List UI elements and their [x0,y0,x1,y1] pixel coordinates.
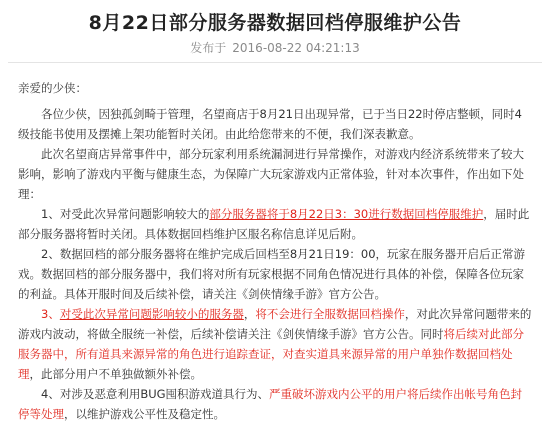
item2-text-c: 官方公告。 [328,287,386,301]
item1-text-a: 1、对受此次异常问题影响较大的 [41,207,210,221]
publish-label: 发布于 [190,41,227,55]
item3-text-g: ，此部分用户不单独做额外补偿。 [29,367,202,381]
item3-text-e: ，对此次异常问题带来的游戏内波动，将做全服统一补偿，后续补偿请关注《剑侠情缘手游》官方公告。同时 [18,307,532,341]
publish-info [0,40,550,56]
item4-text-c: ，以维护游戏公平性及稳定性。 [64,407,225,421]
page-title: 8月22日部分服务器数据回档停服维护公告 [88,12,462,34]
item3-highlight-c: 将后续对此部分服务器中，所有道具来源异常的角色进行追踪查证，对查实道具来源异常的用户单独作数据回档处理 [18,327,524,381]
item4-text-a: 4、对涉及恶意利用BUG囤积游戏道具行为、 [41,387,270,401]
item1-text-c: ，届时此部分服务器将暂时关闭。具体数据回档维护区服名称信息详见后附。 [18,207,530,241]
list-item-1 [18,204,532,244]
item4-highlight: 严重破坏游戏内公平的用户将后续作出帐号角色封停等处理 [18,387,523,421]
item3-number: 3、 [41,307,60,321]
item3-comma: ， [243,307,256,321]
paragraph-handling: 此次名望商店异常事件中，部分玩家利用系统漏洞进行异常操作，对游戏内经济系统带来了较大影响，影响了游戏内平衡与健康生态，为保障广大玩家游戏内正常体验，针对本次事件，作出如下处理： [18,147,524,201]
game-name: 《剑侠情缘手游》 [236,287,329,301]
item3-highlight-b: 将不会进行全服数据回档操作 [255,307,405,321]
item3-highlight-a: 对受此次异常问题影响较小的服务器 [59,307,244,321]
paragraph-intro: 各位少侠，因独孤剑畸于管理，名望商店于8月21日出现异常，已于当日22时停店整顿，同时4级技能书使用及摆摊上架功能暂时关闭。由此给您带来的不便，我们深表歉意。 [18,107,522,141]
item2-text-a: 2、数据回档的部分服务器将在维护完成后回档至8月21日19：00，玩家在服务器开启后正常游戏。数据回档的部分服务器中，我们将对所有玩家根据不同角色情况进行具体的补偿，保障各位玩家的利益。具体开服时间及后续补偿，请关注 [18,247,526,301]
item1-highlight: 部分服务器将于8月22日3：30进行数据回档停服维护 [209,207,484,221]
greeting: 亲爱的少侠： [18,81,87,95]
list-item-3 [18,304,532,384]
announcement-body [18,78,532,424]
title-divider [8,62,542,63]
publish-date: 2016-08-22 04:21:13 [232,41,360,55]
list-item-4 [18,384,532,424]
list-item-2 [18,244,532,304]
